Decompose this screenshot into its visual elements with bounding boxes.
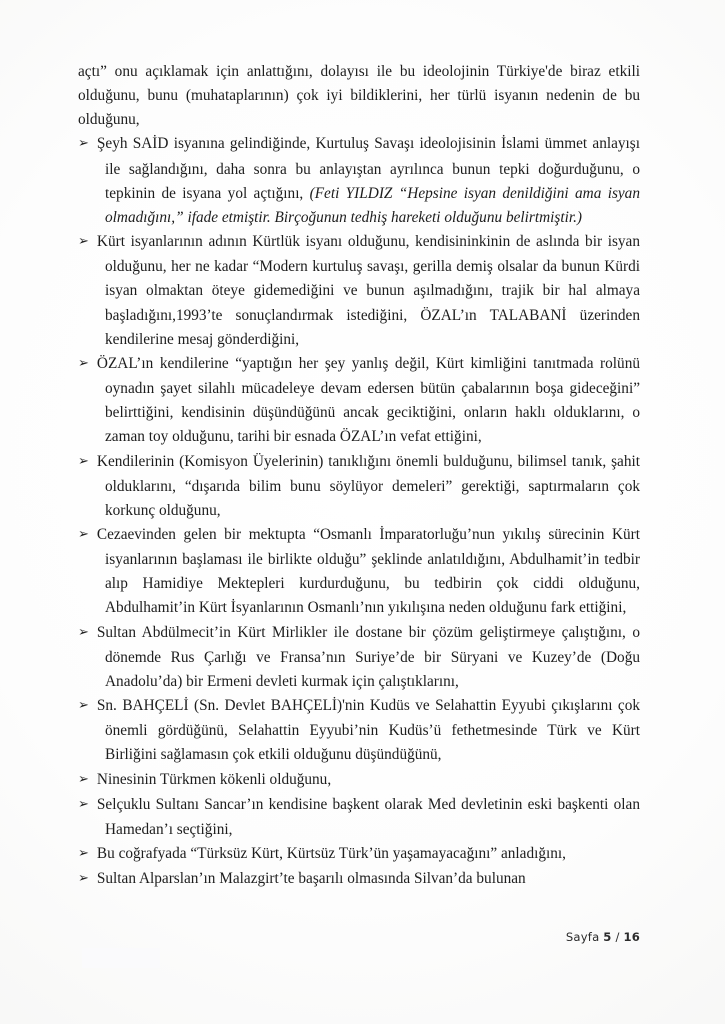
footer-total-pages: 16 [623, 930, 640, 944]
bullet-text: ÖZAL’ın kendilerine “yaptığın her şey yanlış değil, Kürt kimliğini tanıtmada rolünü oynadın şayet silahlı mücadeleye devam edersen bütün çabalarının boşa gideceğini” belirttiğini, kendisinin düşündüğünü ancak geciktiğini, onların haklı olduklarını, o zaman toy olduğunu, tarihi bir esnada ÖZAL’ın vefat ettiğini, [96, 354, 640, 446]
bullet-paragraph-cezaevi-mektup [78, 523, 640, 621]
bullet-paragraph-komisyon-uyeleri [78, 450, 640, 523]
bullet-text: Sn. BAHÇELİ (Sn. Devlet BAHÇELİ)'nin Kudüs ve Selahattin Eyyubi çıkışlarını çok önemli gördüğünü, Selahattin Eyyubi’nin Kudüs’ü fethetmesinde Türk ve Kürt Birliğini sağlamasın çok etkili olduğunu düşündüğünü, [96, 697, 640, 764]
footer-separator: / [615, 930, 620, 944]
bullet-text: Ninesinin Türkmen kökenli olduğunu, [96, 770, 332, 788]
arrowhead-bullet-icon: ➢ [78, 355, 89, 371]
arrowhead-bullet-icon: ➢ [78, 624, 89, 640]
bullet-text: Kürt isyanlarının adının Kürtlük isyanı olduğunu, kendisininkinin de aslında bir isyan olduğunu, her ne kadar “Modern kurtuluş savaşı, gerilla demiş olsalar da bunun Kürdi isyan olmaktan öteye gidemediğini ve bunun aşılmadığını, trajik bir hal almaya başladığını,1993’te sonuçlandırmak istediğini, ÖZAL’ın TALABANİ üzerinden kendilerine mesaj gönderdiğini, [96, 233, 640, 348]
bullet-paragraph-kurt-isyanlari [78, 230, 640, 352]
arrowhead-bullet-icon: ➢ [78, 771, 89, 787]
bullet-text: Sultan Alparslan’ın Malazgirt’te başarılı olmasında Silvan’da bulunan [96, 870, 526, 888]
bullet-paragraph-abdulmecit [78, 621, 640, 694]
bullet-text: Kendilerinin (Komisyon Üyelerinin) tanıklığını önemli bulduğunu, bilimsel tanık, şahit olduklarını, “dışarıda bilim bunu söylüyor demeleri” gerektiği, saptırmaların çok korkunç olduğunu, [96, 452, 640, 519]
bullet-paragraph-cografya [78, 842, 640, 867]
bullet-text: Şeyh SAİD isyanına gelindiğinde, Kurtuluş Savaşı ideolojisinin İslami ümmet anlayışı ile sağlandığını, daha sonra bu anlayıştan ayrılınca bunun tepki doğurduğunu, o tepkinin de isyana yol açtığını, [96, 135, 640, 202]
arrowhead-bullet-icon: ➢ [78, 871, 89, 887]
bullet-text: Selçuklu Sultanı Sancar’ın kendisine başkent olarak Med devletinin eski başkenti olan Hamedan’ı seçtiğini, [96, 795, 640, 838]
bullet-paragraph-bahceli [78, 694, 640, 767]
page-footer [78, 930, 640, 944]
arrowhead-bullet-icon: ➢ [78, 136, 89, 152]
arrowhead-bullet-icon: ➢ [78, 846, 89, 861]
bullet-paragraph-selcuklu-sancar [78, 793, 640, 842]
paragraph-continuation: açtı” onu açıklamak için anlattığını, dolayısı ile bu ideolojinin Türkiye'de biraz etkili olduğunu, bunu (muhataplarının) çok iyi bildiklerini, her türlü isyanın nedenin de bu olduğunu, [78, 63, 640, 129]
document-text-body [78, 60, 640, 892]
bullet-text: Bu coğrafyada “Türksüz Kürt, Kürtsüz Türk’ün yaşamayacağını” anladığını, [96, 845, 566, 862]
bullet-paragraph-alparslan [78, 867, 640, 892]
bullet-paragraph-ozal [78, 352, 640, 450]
italic-quote-feti-yildiz: (Feti YILDIZ “Hepsine isyan denildiğini ama isyan olmadığını,” ifade etmiştir. Birçoğunun tedhiş hareketi olduğunu belirtmiştir.) [105, 184, 640, 226]
footer-label: Sayfa [565, 930, 600, 944]
arrowhead-bullet-icon: ➢ [78, 453, 89, 469]
bullet-paragraph-seyh-said [78, 132, 640, 230]
bullet-text: Sultan Abdülmecit’in Kürt Mirlikler ile dostane bir çözüm geliştirmeye çalıştığını, o dönemde Rus Çarlığı ve Fransa’nın Suriye’de bir Süryani ve Kuzey’de (Doğu Anadolu’da) bir Ermeni devleti kurmak için çalıştıklarını, [96, 623, 640, 690]
arrowhead-bullet-icon: ➢ [78, 526, 89, 542]
arrowhead-bullet-icon: ➢ [78, 234, 89, 250]
arrowhead-bullet-icon: ➢ [78, 698, 89, 714]
bullet-text: Cezaevinden gelen bir mektupta “Osmanlı İmparatorluğu’nun yıkılış sürecinin Kürt isyanlarının başlaması ile birlikte olduğu” şeklinde anlatıldığını, Abdulhamit’in tedbir alıp Hamidiye Mektepleri kurdurduğunu, bu tedbirin çok ciddi olduğunu, Abdulhamit’in Kürt İsyanlarının Osmanlı’nın yıkılışına neden olduğunu fark ettiğini, [96, 525, 640, 617]
arrowhead-bullet-icon: ➢ [78, 796, 89, 812]
footer-current-page: 5 [603, 930, 612, 944]
document-page [78, 60, 640, 960]
bullet-paragraph-ninesi [78, 768, 640, 793]
